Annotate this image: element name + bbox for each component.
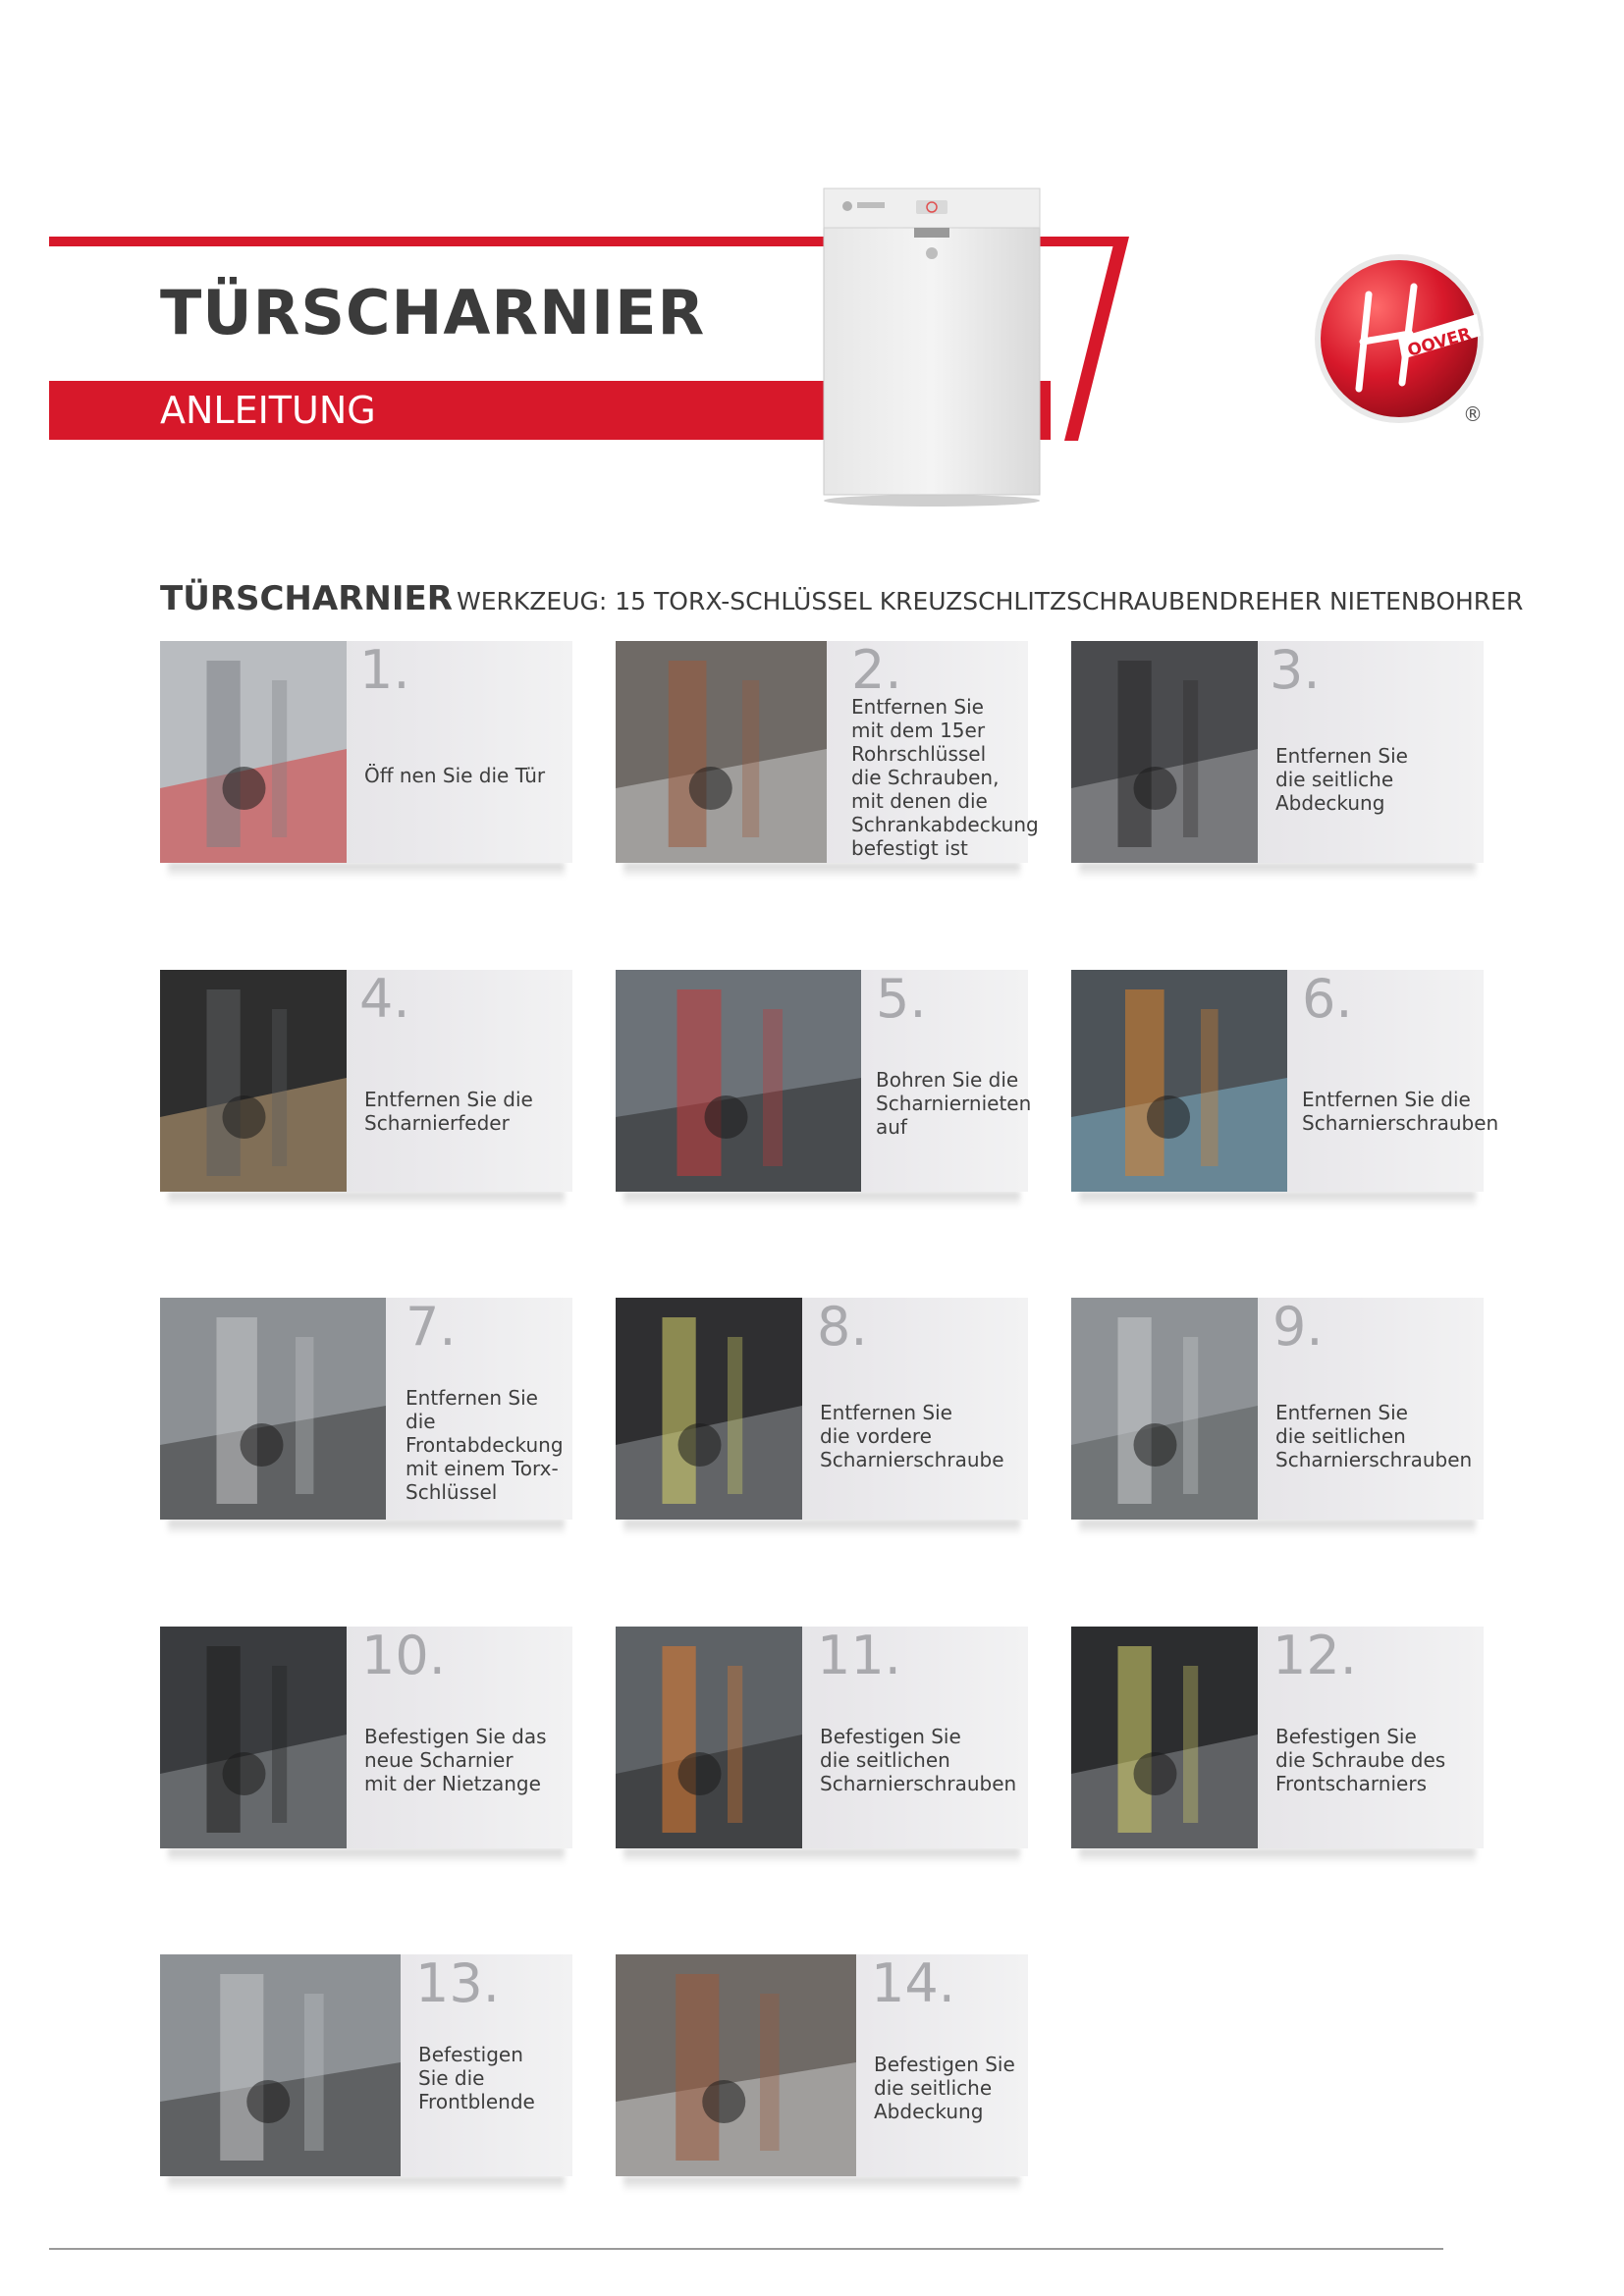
svg-text:OOVER: OOVER: [1405, 324, 1474, 361]
step-text: Befestigen Sie die Schraube des Frontscharniers: [1275, 1725, 1446, 1795]
step-card: [1071, 1298, 1484, 1520]
step-number: 2.: [851, 639, 902, 701]
step-card: [1071, 1627, 1484, 1848]
card-shadow: [1079, 1192, 1476, 1207]
card-shadow: [623, 1848, 1020, 1864]
card-shadow: [1079, 1520, 1476, 1535]
step-text: Befestigen Sie das neue Scharnier mit der Nietzange: [364, 1725, 547, 1795]
step-number: 10.: [361, 1625, 446, 1686]
step-photo: [616, 970, 861, 1192]
step-text: Entfernen Sie die seitlichen Scharnierschrauben: [1275, 1401, 1473, 1471]
step-text: Entfernen Sie die Frontabdeckung mit einem Torx- Schlüssel: [406, 1386, 564, 1504]
card-shadow: [1079, 1848, 1476, 1864]
step-photo: [1071, 641, 1258, 863]
step-card: [616, 1627, 1028, 1848]
page-title: TÜRSCHARNIER: [160, 277, 706, 348]
card-shadow: [168, 1192, 565, 1207]
tools-list: WERKZEUG: 15 TORX-SCHLÜSSEL KREUZSCHLITZSCHRAUBENDREHER NIETENBOHRER: [457, 587, 1524, 615]
step-photo: [616, 1298, 802, 1520]
step-card: [616, 1954, 1028, 2176]
step-card: [160, 641, 572, 863]
card-shadow: [623, 1192, 1020, 1207]
step-text: Bohren Sie die Scharniernieten auf: [876, 1068, 1032, 1139]
step-text: Entfernen Sie die Scharnierschrauben: [1302, 1088, 1499, 1135]
card-shadow: [623, 863, 1020, 879]
step-number: 7.: [406, 1296, 457, 1358]
step-card: [160, 970, 572, 1192]
step-card: [160, 1954, 572, 2176]
step-text: Befestigen Sie die seitlichen Scharnierschrauben: [820, 1725, 1017, 1795]
page-subtitle: ANLEITUNG: [160, 389, 376, 432]
step-number: 9.: [1272, 1296, 1324, 1358]
step-card: [616, 968, 1032, 1192]
card-shadow: [168, 2176, 565, 2192]
step-photo: [160, 1298, 386, 1520]
step-photo: [1071, 1627, 1258, 1848]
step-number: 8.: [817, 1296, 868, 1358]
step-number: 6.: [1302, 968, 1353, 1030]
step-text: Entfernen Sie die Scharnierfeder: [364, 1088, 533, 1135]
step-photo: [616, 1954, 856, 2176]
step-number: 11.: [817, 1625, 901, 1686]
step-photo: [1071, 970, 1287, 1192]
card-shadow: [168, 1848, 565, 1864]
step-photo: [160, 970, 347, 1192]
step-card: [616, 1298, 1028, 1520]
step-text: Entfernen Sie die seitliche Abdeckung: [1275, 744, 1408, 815]
header-bar-slant: [1041, 237, 1129, 441]
step-number: 12.: [1272, 1625, 1357, 1686]
step-number: 4.: [359, 968, 410, 1030]
step-photo: [1071, 1298, 1258, 1520]
section-title: TÜRSCHARNIER: [160, 579, 453, 618]
step-card: [1071, 968, 1499, 1192]
step-card: [160, 1627, 572, 1848]
step-text: Öff nen Sie die Tür: [364, 764, 546, 787]
registered-mark: ®: [1463, 402, 1483, 426]
step-number: 5.: [876, 968, 927, 1030]
step-photo: [160, 641, 347, 863]
step-number: 13.: [415, 1952, 500, 2014]
step-text: Entfernen Sie mit dem 15er Rohrschlüssel die Schrauben, mit denen die Schrankabdeckung befestigt ist: [851, 695, 1039, 860]
step-card: [1071, 641, 1484, 863]
dishwasher-image: [818, 185, 1046, 508]
step-text: Befestigen Sie die seitliche Abdeckung: [874, 2053, 1015, 2123]
step-text: Befestigen Sie die Frontblende: [418, 2043, 535, 2113]
footer-divider: [49, 2248, 1443, 2250]
card-shadow: [623, 1520, 1020, 1535]
step-number: 3.: [1270, 639, 1321, 701]
step-number: 14.: [871, 1952, 955, 2014]
card-shadow: [1079, 863, 1476, 879]
step-photo: [160, 1954, 401, 2176]
step-photo: [616, 1627, 802, 1848]
card-shadow: [168, 863, 565, 879]
hoover-logo: [1312, 251, 1487, 426]
step-photo: [160, 1627, 347, 1848]
step-text: Entfernen Sie die vordere Scharnierschraube: [820, 1401, 1004, 1471]
step-card: [160, 1298, 572, 1520]
step-photo: [616, 641, 827, 863]
step-number: 1.: [359, 639, 410, 701]
step-card: [616, 639, 1039, 863]
card-shadow: [623, 2176, 1020, 2192]
card-shadow: [168, 1520, 565, 1535]
